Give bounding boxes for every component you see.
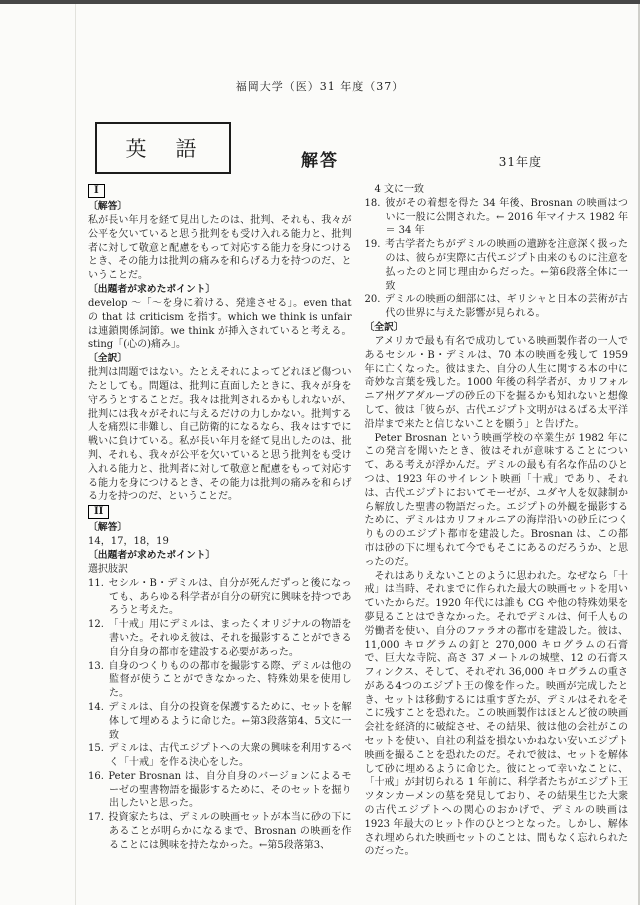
- choice-number: 17.: [88, 812, 104, 824]
- choice-number: 18.: [364, 197, 381, 209]
- section-1-points-text: develop ～「～を身に着ける、発達させる」。even that の that は criticism を指す。which we think is unfair は連鎖関係詞節。we think が挿入されていると考える。sting「(心の)痛み」。: [88, 297, 352, 351]
- choice-text: セシル・B・デミルは、自分が死んだずっと後になっても、あらゆる科学者が自分の研究に興味を持つであろうと考えた。: [108, 577, 352, 617]
- section-1-points-label: 〔出題者が求めたポイント〕: [88, 283, 216, 295]
- choice-number: 12.: [88, 619, 104, 631]
- choice-text: Peter Brosnan は、自分自身のバージョンによるモーゼの聖書物語を撮影するために、そのセットを掘り出したいと思った。: [108, 770, 352, 810]
- choice-text: 考古学者たちがデミルの映画の遺跡を注意深く扱ったのは、彼らが実際に古代エジプト由来のものに注意を払ったのと同じ理由からだった。←第6段落全体に一致: [384, 239, 628, 292]
- choice-number: 11.: [88, 577, 104, 589]
- choice-number: 20.: [364, 294, 381, 306]
- choice-text: デミルは、古代エジプトへの大衆の興味を利用するべく「十戒」を作る決心をした。: [108, 743, 352, 769]
- section-2-points-label: 〔出題者が求めたポイント〕: [88, 549, 216, 561]
- scan-edge-top: [0, 0, 640, 4]
- section-2-translation-label: 〔全訳〕: [364, 321, 404, 333]
- translation-paragraph-2: Peter Brosnan という映画学校の卒業生が 1982 年にこの発言を聞いたとき、彼はそれが意味することについて、ある考えが浮かんだ。デミルの最も有名な作品のひとつは、1923 年のサイレント映画「十戒」であり、それは、古代エジプトにおいてモーゼが、ユダヤ人を奴隷制から解放した聖書の物語だった。エジプトの外観を撮影するために、デミルはカリフォルニアの海岸沿いの砂丘につくりもののエジプト都市を建設した。Brosnan は、この都市は砂の下に埋もれて今でもそこにあるのだろうか、と思ったのだ。: [364, 432, 628, 568]
- choice-item-17-continuation: 4 文に一致: [374, 184, 425, 195]
- choice-text: 「十戒」用にデミルは、まったくオリジナルの物語を書いた。それゆえ彼は、それを撮影することができる自分自身の都市を建設する必要があった。: [108, 619, 352, 658]
- section-2-marker: II: [88, 505, 109, 519]
- section-1-answer-text: 私が長い年月を経て見出したのは、批判、それも、我々が公平を欠いていると思う批判をも受け入れる能力と、批判者に対して敬意と配慮をもって対応する能力を身につけるとき、その能力は批判の痛みを和らげる力を持つのだ、ということだ。: [88, 215, 352, 282]
- choice-number: 13.: [88, 660, 104, 672]
- section-1-translation-text: 批判は問題ではない。たとえそれによってどれほど傷ついたとしても。問題は、批判に直面したときに、我々が身を守ろうとすることだ。我々は批判されるかもしれないが、批判には我々がそれに与えるだけの力しかない。批判する人を痛烈に非難し、自己防衛的になるなら、我々はすでに戦いに負けている。私が長い年月を経て見出したのは、批判、それも、我々が公平を欠いていると思う批判をも受け入れる能力と、批判者に対して敬意と配慮をもって対応する能力を身につけるとき、その能力は批判の痛みを和らげる力を持つのだ、ということだ。: [88, 367, 352, 503]
- choice-item-16: [88, 770, 352, 811]
- section-2-answers: 14，17，18，19: [88, 536, 169, 548]
- choice-item-20: [365, 293, 629, 321]
- translation-paragraph-3: それはありえないことのように思われた。なぜなら「十戒」は当時、それまでに作られた最大の映画セットを用いていたからだ。1920 年代には誰も CG や他の特殊効果を夢見ることはできなかった。それでデミルは、何千人もの労働者を使い、自分のファラオの都市を建設した。彼は、11,000 キログラムの釘と 270,000 キログラムの石膏で、巨大な寺院、高さ 37 メートルの城壁、12 の石膏スフィンクス、そして、それぞれ 36,000 キログラムの重さがある4つのエジプト王の像を作った。映画が完成したとき、セットは移動するには重すぎたが、デミルはそれをそこに残すことを恐れた。この映画製作はほとんど彼の映画会社を経済的に破綻させ、その結果、彼は他の会社がこのセットを使い、自社の利益を損ないかねない安いエジプト映画を撮ることを恐れたのだ。それで彼は、セットを解体して砂に埋めるように命じた。彼にとって幸いなことに、「十戒」が封切られる 1 年前に、科学者たちがエジプト王ツタンカーメンの墓を発見しており、その結果生じた大衆の古代エジプトへの関心のおかげで、デミルの映画は 1923 年最大のヒット作のひとつとなった。しかし、解体され埋められた映画セットのことは、間もなく忘れられたのだった。: [364, 570, 628, 858]
- scan-edge-left: [75, 4, 76, 905]
- choice-item-11: [88, 577, 352, 618]
- choice-item-12: [88, 618, 352, 659]
- subject-title: 英 語: [125, 137, 201, 161]
- choice-item-14: [88, 701, 352, 742]
- left-column: [88, 183, 352, 859]
- right-column: [365, 183, 629, 859]
- section-2-marker-row: [88, 505, 352, 519]
- choice-text: デミルの映画の細部には、ギリシャと日本の芸術が古代の世界に与えた影響が見られる。: [384, 294, 628, 320]
- choice-number: 15.: [88, 743, 104, 755]
- year-label: 31年度: [498, 155, 542, 169]
- section-2-answer-label: 〔解答〕: [88, 522, 128, 534]
- choice-item-19: [365, 238, 629, 293]
- choice-number: 19.: [364, 239, 381, 251]
- answer-heading: 解答: [301, 151, 339, 171]
- section-1-marker: I: [88, 184, 105, 198]
- choice-item-18: [365, 197, 629, 238]
- choice-text: 投資家たちは、デミルの映画セットが本当に砂の下にあることが明らかになるまで、Brosnan の映画を作ることには興味を持たなかった。←第5段落第3、: [108, 812, 352, 851]
- section-1-answer-label: 〔解答〕: [88, 201, 128, 212]
- choice-number: 14.: [88, 701, 104, 713]
- choice-text: デミルは、自分の投資を保護するために、セットを解体して埋めるように命じた。←第3段落第4、5文に一致: [108, 701, 352, 741]
- content-columns: [88, 183, 628, 859]
- section-1-marker-row: [88, 184, 352, 198]
- translation-paragraph-1: アメリカで最も有名で成功している映画製作者の一人であるセシル・B・デミルは、70 本の映画を残して 1959 年に亡くなった。彼はまた、自分の人生に関する本の中に奇妙な言葉を残した。1000 年後の科学者が、カリフォルニア州グアダループの砂丘の下を掘るかも知れないと想像して、彼は「彼らが、古代エジプト文明がはるばる太平洋沿岸まで来たと信じないことを願う」と告げた。: [364, 335, 628, 430]
- choice-text: 彼がその着想を得た 34 年後、Brosnan の映画はついに一般に公開された。← 2016 年マイナス 1982 年＝ 34 年: [384, 197, 628, 237]
- choice-item-15: [88, 742, 352, 770]
- page-header: 福岡大学（医）31 年度（37）: [235, 80, 405, 93]
- choice-item-13: [88, 660, 352, 701]
- section-2-choices-heading: 選択肢訳: [88, 563, 128, 575]
- choice-number: 16.: [88, 770, 104, 782]
- choice-item-17: [88, 811, 352, 852]
- choice-text: 自身のつくりものの都市を撮影する際、デミルは他の監督が使うことができなかった、特殊効果を使用した。: [108, 660, 352, 700]
- section-1-translation-label: 〔全訳〕: [88, 353, 128, 365]
